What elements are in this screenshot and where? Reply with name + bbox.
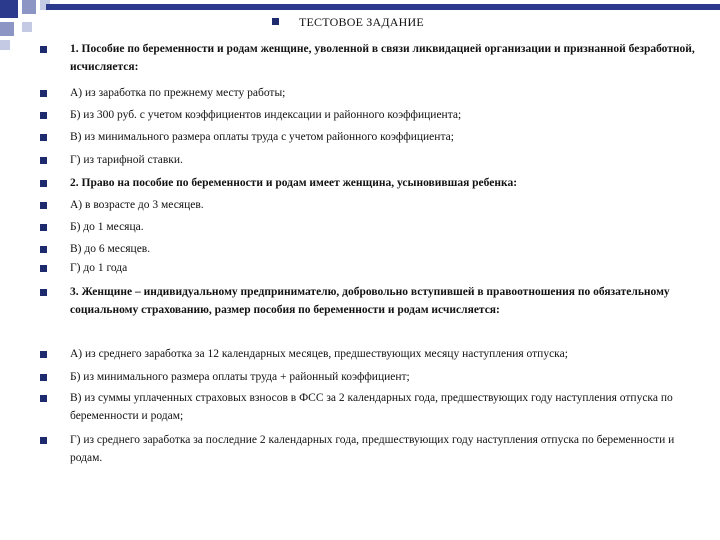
square-bullet-icon: [40, 202, 47, 209]
list-item: [40, 345, 700, 363]
list-item: [40, 283, 700, 319]
square-bullet-icon: [272, 18, 279, 25]
list-item: [40, 84, 700, 102]
list-item-text: Б) из 300 руб. с учетом коэффициентов индексации и районного коэффициента;: [70, 109, 462, 121]
corner-square-2: [22, 0, 36, 14]
corner-square-1: [0, 0, 18, 18]
list-item-text: А) из заработка по прежнему месту работы;: [70, 87, 286, 99]
square-bullet-icon: [40, 90, 47, 97]
corner-square-6: [22, 22, 32, 32]
list-item-text: Г) до 1 года: [70, 262, 128, 274]
list-item-text: А) в возрасте до 3 месяцев.: [70, 199, 204, 211]
list-item-text: А) из среднего заработка за 12 календарных месяцев, предшествующих месяцу наступления отпуска;: [70, 348, 568, 360]
list-item: [40, 174, 700, 192]
square-bullet-icon: [40, 351, 47, 358]
list-item-text: Б) до 1 месяца.: [70, 221, 144, 233]
list-item: [40, 106, 700, 124]
list-item-text: 2. Право на пособие по беременности и родам имеет женщина, усыновившая ребенка:: [70, 177, 518, 189]
corner-square-5: [0, 40, 10, 50]
square-bullet-icon: [40, 437, 47, 444]
slide-title: [272, 15, 424, 30]
list-item: [40, 240, 700, 258]
list-item-text: 3. Женщине – индивидуальному предпринимателю, добровольно вступившей в правоотношения по обязательному социальному страхованию, размер пособия по беременности и родам исчисляется:: [70, 286, 670, 316]
list-item: [40, 196, 700, 214]
square-bullet-icon: [40, 224, 47, 231]
list-item-text: 1. Пособие по беременности и родам женщине, уволенной в связи ликвидацией организации и признанной безработной, исчисляется:: [70, 43, 695, 73]
title-text: ТЕСТОВОЕ ЗАДАНИЕ: [299, 15, 424, 29]
list-item: [40, 40, 700, 76]
list-item: [40, 128, 700, 146]
square-bullet-icon: [40, 112, 47, 119]
list-item: [40, 259, 700, 277]
square-bullet-icon: [40, 246, 47, 253]
square-bullet-icon: [40, 289, 47, 296]
square-bullet-icon: [40, 395, 47, 402]
list-item-text: В) до 6 месяцев.: [70, 243, 151, 255]
list-item: [40, 431, 700, 467]
list-item: [40, 389, 700, 425]
corner-square-3: [0, 22, 14, 36]
list-item-text: Г) из тарифной ставки.: [70, 154, 183, 166]
top-bar: [46, 4, 720, 10]
list-item-text: Г) из среднего заработка за последние 2 календарных года, предшествующих году наступления отпуска по беременности и родам.: [70, 434, 675, 464]
list-item-text: В) из суммы уплаченных страховых взносов в ФСС за 2 календарных года, предшествующих году наступления отпуска по беременности и родам;: [70, 392, 673, 422]
square-bullet-icon: [40, 46, 47, 53]
square-bullet-icon: [40, 134, 47, 141]
list-item: [40, 368, 700, 386]
square-bullet-icon: [40, 374, 47, 381]
list-item: [40, 151, 700, 169]
list-item: [40, 218, 700, 236]
square-bullet-icon: [40, 157, 47, 164]
square-bullet-icon: [40, 180, 47, 187]
square-bullet-icon: [40, 265, 47, 272]
list-item-text: В) из минимального размера оплаты труда с учетом районного коэффициента;: [70, 131, 454, 143]
list-item-text: Б) из минимального размера оплаты труда + районный коэффициент;: [70, 371, 410, 383]
